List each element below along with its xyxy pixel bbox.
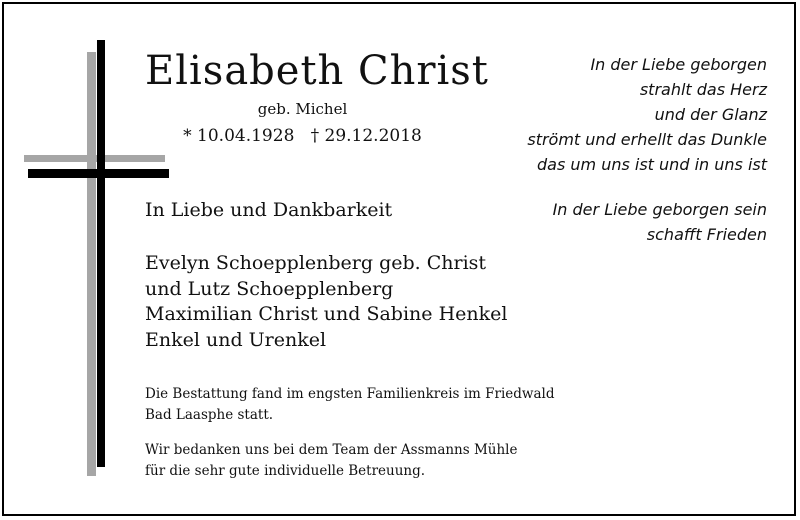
burial-note (145, 384, 554, 426)
poem-line: In der Liebe geborgen (590, 55, 767, 74)
life-dates (145, 126, 460, 146)
maiden-name: geb. Michel (257, 100, 348, 118)
poem-line: In der Liebe geborgen sein (552, 200, 767, 219)
poem-line: schafft Frieden (646, 225, 767, 244)
poem-line: strömt und erhellt das Dunkle (527, 130, 767, 149)
birth-date: * 10.04.1928 (183, 126, 295, 146)
poem-stanza-1 (527, 52, 767, 177)
mourner-line: und Lutz Schoepplenberg (145, 277, 394, 300)
mourner-line: Enkel und Urenkel (145, 328, 327, 351)
death-date: † 29.12.2018 (310, 126, 422, 146)
poem-stanza-2 (553, 197, 767, 247)
cross-grey-horizontal-bar (24, 155, 165, 162)
mourner-line: Maximilian Christ und Sabine Henkel (145, 303, 508, 325)
note-line: Bad Laasphe statt. (145, 407, 274, 423)
cross-black-horizontal-bar (28, 169, 169, 178)
mourners-list (145, 251, 507, 353)
thanks-note (145, 440, 518, 482)
poem-line: das um uns ist und in uns ist (537, 155, 767, 174)
cross-grey-vertical-bar (87, 52, 96, 476)
cross-black-vertical-bar (97, 40, 105, 467)
mourner-line: Evelyn Schoepplenberg geb. Christ (145, 252, 487, 274)
note-line: Wir bedanken uns bei dem Team der Assmanns Mühle (145, 442, 518, 458)
poem-line: strahlt das Herz (639, 80, 767, 99)
deceased-name: Elisabeth Christ (145, 48, 489, 94)
note-line: für die sehr gute individuelle Betreuung. (145, 463, 426, 479)
mourners-intro: In Liebe und Dankbarkeit (145, 199, 393, 221)
poem-line: und der Glanz (654, 105, 767, 124)
note-line: Die Bestattung fand im engsten Familienkreis im Friedwald (145, 386, 555, 402)
